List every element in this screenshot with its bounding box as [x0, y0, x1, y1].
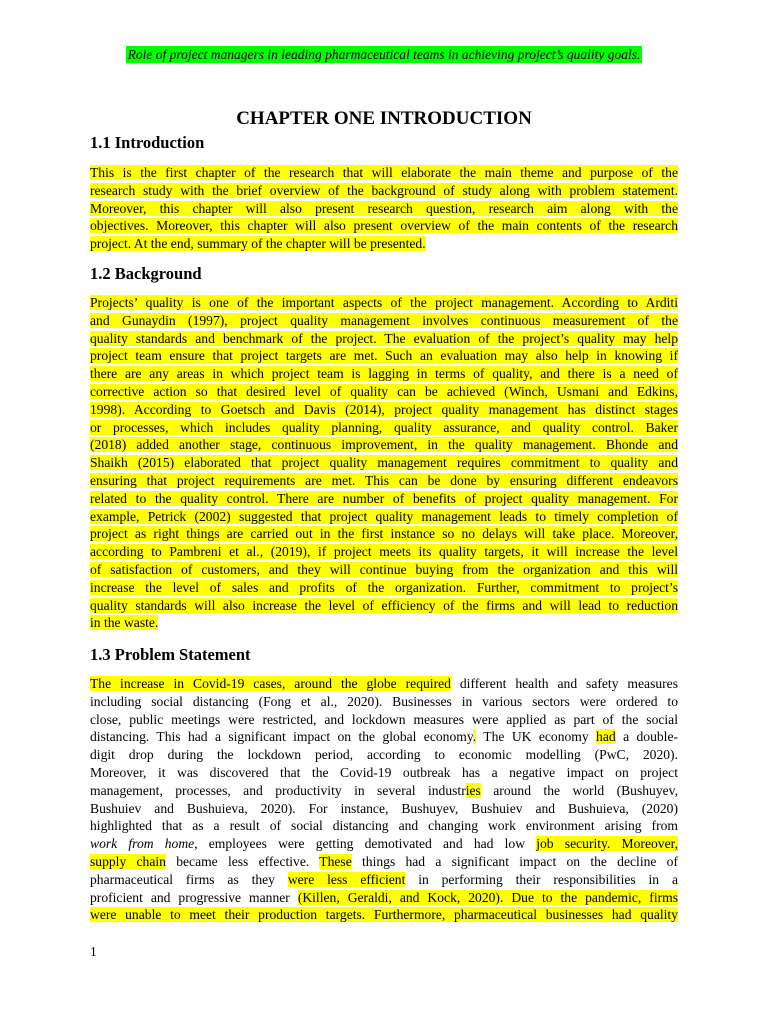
text-line: increase the level of sales and profits of the organization. Further, commitment to project’s [90, 579, 678, 595]
italic-span: work from home [90, 836, 195, 852]
highlighted-span: were less efficient [287, 871, 406, 887]
text-line: Projects’ quality is one of the important aspects of the project management. According to Arditi [90, 295, 678, 310]
plain-span: around the world (Bushuyev, [480, 782, 678, 798]
plain-span: The UK economy [476, 729, 597, 745]
text-line: related to the quality control. There are number of benefits of project quality management. For [90, 490, 678, 506]
running-header [0, 46, 768, 64]
plain-span: , employees were getting demotivated and had low [194, 836, 537, 852]
section-heading-introduction: 1.1 Introduction [90, 133, 205, 152]
highlighted-span: . [472, 729, 477, 745]
page-number: 1 [90, 944, 97, 959]
plain-span: things had a significant impact on the decline of [351, 853, 679, 869]
text-line: including social distancing (Fong et al., 2020). Businesses in various sectors were ordered to [90, 693, 678, 709]
text-line: ensuring that project requirements are met. This can be done by ensuring different endeavors [90, 472, 678, 488]
text-line: This is the first chapter of the research that will elaborate the main theme and purpose of the [90, 165, 678, 180]
plain-span: distancing. This had a significant impact on the global economy [90, 729, 473, 745]
plain-span: pharmaceutical firms as they [90, 871, 288, 887]
text-line: there are any areas in which project team is lagging in terms of quality, and there is a need of [90, 366, 678, 382]
text-line: digit drop during the lockdown period, according to economic modelling (PwC, 2020). [90, 747, 678, 763]
text-line [90, 782, 678, 800]
highlighted-span: supply chain [90, 853, 166, 869]
text-line: example, Petrick (2002) suggested that project quality management leads to timely completion of [90, 508, 678, 524]
text-line: Bushuiev and Bushuieva, 2020). For instance, Bushuyev, Bushuiev and Bushuieva, (2020) [90, 800, 678, 816]
text-line [90, 871, 678, 889]
plain-span: proficient and progressive manner [90, 889, 298, 905]
text-line: project as right things are carried out in the first instance so no delays will take place. Moreover, [90, 526, 678, 542]
plain-span: became less effective. [165, 853, 320, 869]
text-line: of satisfaction of customers, and they will continue buying from the organization and this will [90, 561, 678, 577]
text-line [90, 889, 678, 907]
highlighted-span: ies [465, 782, 481, 798]
text-line: and Gunaydin (1997), project quality management involves continuous measurement of the [90, 312, 678, 328]
text-line: Shaikh (2015) elaborated that project quality management requires commitment to quality and [90, 455, 678, 471]
text-line: close, public meetings were restricted, and lockdown measures were applied as part of the social [90, 711, 678, 727]
plain-span: a double- [615, 729, 679, 745]
text-line: Moreover, this chapter will also present research question, research aim along with the [90, 200, 678, 216]
plain-span: management, processes, and productivity in several industr [90, 782, 466, 798]
text-line [90, 675, 678, 693]
problem-statement-paragraph [90, 675, 678, 924]
highlighted-span: were unable to meet their production targets. Furthermore, pharmaceutical businesses had quality [90, 907, 678, 923]
plain-span: in performing their responsibilities in a [405, 871, 678, 887]
text-line [90, 853, 678, 871]
text-line: quality standards and benchmark of the project. The evaluation of the project’s quality may help [90, 330, 678, 346]
text-line: (2018) added another stage, continuous improvement, in the quality management. Bhonde and [90, 437, 678, 453]
text-line: quality standards will also increase the level of efficiency of the firms and will lead to reduction [90, 597, 678, 613]
running-header-text: Role of project managers in leading pharmaceutical teams in achieving project’s quality goals. [127, 47, 641, 62]
text-line: corrective action so that desired level of quality can be achieved (Winch, Usmani and Edkins, [90, 383, 678, 399]
text-line: in the waste. [90, 615, 159, 631]
text-line [90, 835, 678, 853]
text-line: project team ensure that project targets are met. Such an evaluation may also help in knowing if [90, 348, 678, 364]
chapter-title: CHAPTER ONE INTRODUCTION [236, 108, 532, 129]
text-line: objectives. Moreover, this chapter will also present overview of the main contents of the research [90, 218, 678, 234]
text-line [90, 728, 678, 746]
text-line: 1998). According to Goetsch and Davis (2014), project quality management has distinct stages [90, 401, 678, 417]
introduction-paragraph [90, 164, 678, 253]
highlighted-span: The increase in Covid-19 cases, around the globe required [90, 676, 451, 691]
plain-span: different health and safety measures [450, 676, 679, 691]
background-paragraph [90, 294, 678, 632]
text-line: according to Pambreni et al., (2019), if project meets its quality targets, it will increase the level [90, 544, 678, 560]
highlighted-span: (Killen, Geraldi, and Kock, 2020). Due to the pandemic, firms [297, 889, 678, 905]
highlighted-span: These [319, 853, 352, 869]
section-heading-background: 1.2 Background [90, 264, 202, 283]
text-line [90, 906, 678, 924]
text-line: or processes, which includes quality planning, quality assurance, and quality control. Baker [90, 419, 678, 435]
text-line: Moreover, it was discovered that the Covid-19 outbreak has a negative impact on project [90, 764, 678, 780]
text-line: highlighted that as a result of social distancing and changing work environment arising from [90, 818, 678, 834]
highlighted-span: had [596, 729, 616, 745]
highlighted-span: job security. Moreover, [536, 836, 678, 852]
section-heading-problem-statement: 1.3 Problem Statement [90, 645, 251, 664]
text-line: project. At the end, summary of the chapter will be presented. [90, 236, 426, 252]
text-line: research study with the brief overview of the background of study along with problem statement. [90, 182, 678, 198]
